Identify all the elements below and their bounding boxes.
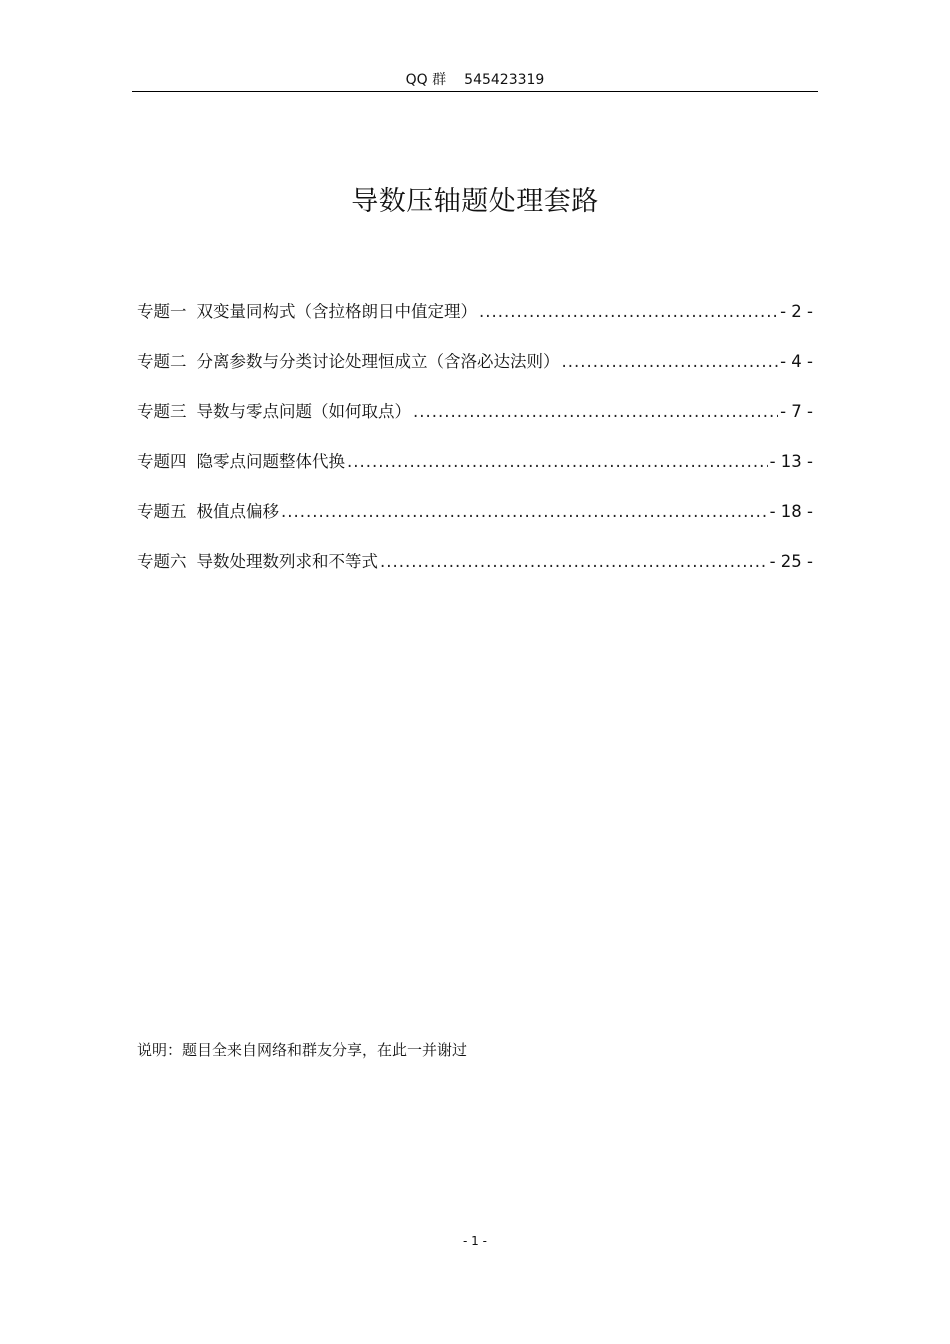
document-title: 导数压轴题处理套路 bbox=[351, 186, 599, 217]
header-rule bbox=[132, 91, 818, 92]
toc-dot-leader bbox=[479, 296, 778, 328]
toc-topic: 专题五 bbox=[137, 502, 187, 521]
toc-page-number: - 7 - bbox=[780, 402, 813, 421]
toc-name: 分离参数与分类讨论处理恒成立（含洛必达法则） bbox=[196, 352, 560, 371]
toc-dot-leader bbox=[413, 396, 778, 428]
toc-topic: 专题六 bbox=[137, 552, 187, 571]
toc-dot-leader bbox=[347, 446, 768, 478]
toc-entry-label bbox=[137, 546, 378, 578]
toc-topic: 专题二 bbox=[137, 352, 187, 371]
toc-entry[interactable] bbox=[137, 346, 813, 396]
toc-name: 导数处理数列求和不等式 bbox=[196, 552, 378, 571]
toc-entry[interactable] bbox=[137, 296, 813, 346]
toc-entry-label bbox=[137, 496, 279, 528]
page-header bbox=[132, 68, 818, 92]
toc-name: 极值点偏移 bbox=[196, 502, 279, 521]
toc-page-number: - 2 - bbox=[780, 302, 813, 321]
toc-topic: 专题一 bbox=[137, 302, 187, 321]
toc-topic: 专题四 bbox=[137, 452, 187, 471]
toc-page-number: - 13 - bbox=[769, 452, 813, 471]
toc-entry-label bbox=[137, 296, 477, 328]
toc-dot-leader bbox=[380, 546, 768, 578]
table-of-contents bbox=[137, 296, 813, 596]
toc-entry-label bbox=[137, 346, 560, 378]
toc-entry-label bbox=[137, 396, 411, 428]
toc-entry[interactable] bbox=[137, 546, 813, 596]
toc-entry[interactable] bbox=[137, 396, 813, 446]
toc-entry[interactable] bbox=[137, 496, 813, 546]
toc-name: 导数与零点问题（如何取点） bbox=[196, 402, 411, 421]
toc-dot-leader bbox=[281, 496, 768, 528]
header-group-number: 545423319 bbox=[464, 72, 545, 88]
toc-name: 隐零点问题整体代换 bbox=[196, 452, 345, 471]
toc-page-number: - 18 - bbox=[769, 502, 813, 521]
toc-name: 双变量同构式（含拉格朗日中值定理） bbox=[196, 302, 477, 321]
toc-entry-label bbox=[137, 446, 345, 478]
toc-topic: 专题三 bbox=[137, 402, 187, 421]
toc-entry[interactable] bbox=[137, 446, 813, 496]
toc-page-number: - 25 - bbox=[769, 552, 813, 571]
acknowledgement-note: 说明：题目全来自网络和群友分享，在此一并谢过 bbox=[137, 1041, 468, 1059]
footer-page-number: - 1 - bbox=[463, 1234, 487, 1248]
header-group-label: QQ 群 bbox=[405, 72, 447, 88]
toc-page-number: - 4 - bbox=[780, 352, 813, 371]
toc-dot-leader bbox=[562, 346, 779, 378]
